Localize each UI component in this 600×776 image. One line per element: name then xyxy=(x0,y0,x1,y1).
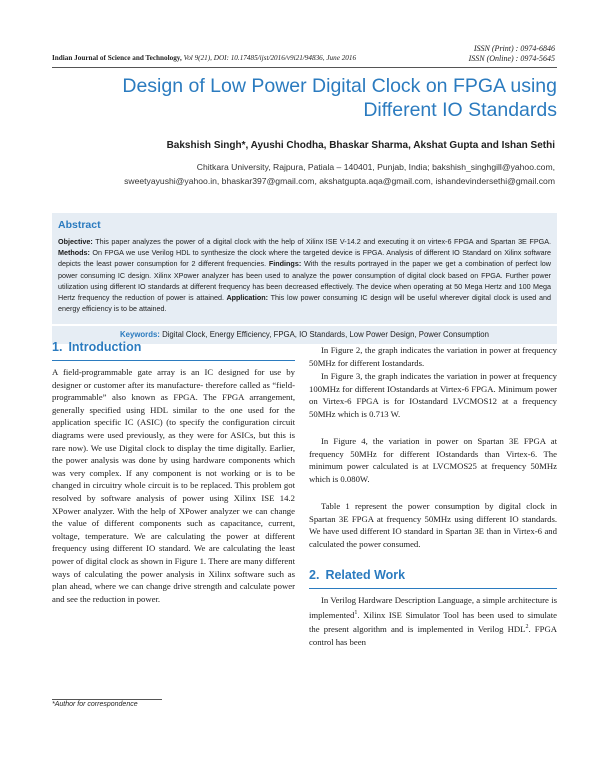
reference-2[interactable]: 2 xyxy=(525,624,529,631)
journal-name: Indian Journal of Science and Technology, xyxy=(52,54,182,62)
abstract-box xyxy=(52,213,557,324)
section-2-title: Related Work xyxy=(325,568,406,582)
keywords-text: Digital Clock, Energy Efficiency, FPGA, IO Standards, Low Power Design, Power Consumption xyxy=(159,330,489,339)
reference-1[interactable]: 1 xyxy=(354,609,358,616)
section-2-rule xyxy=(309,588,557,589)
keywords-label: Keywords: xyxy=(120,330,160,339)
title-line-1: Design of Low Power Digital Clock on FPGA using xyxy=(122,75,557,97)
footnote-rule xyxy=(52,699,162,700)
findings-text: With the results portrayed in the paper we get a combination of perfect low power consuming IC design. Xilinx XPower analyzer has been used to analyze the power consumption of digital clock based on FPGA. Further power utilization using different IO standards at different frequency has been decreased effectively. The device when operating at 50 Mega Hertz and 100 Mega Hertz frequency the reduction of power is attained. xyxy=(58,259,551,303)
header-rule xyxy=(52,67,557,68)
findings-label: Findings: xyxy=(266,259,302,269)
journal-meta: Vol 9(21), DOI: 10.17485/ijst/2016/v9i21/94836, June 2016 xyxy=(181,54,357,62)
objective-label: Objective: xyxy=(58,237,93,246)
section-2-number: 2. xyxy=(309,568,320,582)
title-line-2: Different IO Standards xyxy=(363,99,557,121)
right-paragraph-3: In Figure 4, the variation in power on Spartan 3E FPGA at frequency 50MHz for different IOstandards than Virtex-6. The minimum power calculated is at LVCMOS25 at frequency 50MHz which is 0.080W. xyxy=(309,436,557,484)
section-1-rule xyxy=(52,360,295,361)
paper-title xyxy=(52,74,557,122)
related-text-c: . FPGA control has been xyxy=(309,623,557,647)
objective-text: This paper analyzes the power of a digital clock with the help of Xilinx ISE V-14.2 and executing it on virtex-6 FPGA and Spartan 3E FPGA. xyxy=(92,237,551,246)
affiliation-line-2: sweetyayushi@yahoo.in, bhaskar397@gmail.com, akshatgupta.aqa@gmail.com, ishandevindersethi@gmail.com xyxy=(124,176,555,186)
related-text-b: . Xilinx ISE Simulator Tool has been used to simulate the present algorithm and is implemented in Verilog HDL xyxy=(309,609,557,634)
section-1-title: Introduction xyxy=(68,340,142,354)
section-2-heading xyxy=(309,568,405,582)
introduction-paragraph: A field-programmable gate array is an IC designed for use by designer or customer after its manufacture- therefore called as “field-programmable” also known as FPGA. The FPGA arrangement, generally specified using HDL similar to the one used for the application specific IC (ASIC) (to specify the configuration circuit diagrams were used previously, as they were for ASICs, but this is rare now). We use Digital clock to display the time digitally. Earlier, the power analysis was done by using hardware components which was very complex. If any component is not working or is to be changed in circuitry whole circuit is to be replaced. This problem got resolved by software analysis of power using Xilinx ISE 14.2 XPower analyzer. With the help of XPower analyzer we can change the value of different components such as capacitance, current, voltage, temperature. We are calculating the power at different frequency using different IO standard. We are calculating the least power of digital clock as shown in Figure 1. There are many different ways of calculating the power analysis in Xilinx software such as plan ahead, where we can change drive strength and calculate power and see the reduction in power. xyxy=(52,367,295,604)
related-work-paragraph xyxy=(309,594,557,648)
section-1-heading xyxy=(52,340,141,354)
affiliation-line-1: Chitkara University, Rajpura, Patiala – 140401, Punjab, India; bakshish_singhgill@yahoo.com, xyxy=(196,162,555,172)
related-text-a: In Verilog Hardware Description Language, a simple architecture is implemented xyxy=(309,595,557,620)
affiliation xyxy=(55,160,555,188)
journal-citation xyxy=(52,54,356,62)
author-list: Bakshish Singh*, Ayushi Chodha, Bhaskar Sharma, Akshat Gupta and Ishan Sethi xyxy=(166,140,555,151)
correspondence-footnote: *Author for correspondence xyxy=(52,701,138,708)
issn-print: ISSN (Print) : 0974-6846 xyxy=(473,44,555,53)
right-paragraph-4: Table 1 represent the power consumption by digital clock in Spartan 3E FPGA at frequency 50MHz using different IO standards. We have used different IO standard in Spartan 3E than in Virtex-6 and calculated the power consumed. xyxy=(309,501,557,549)
application-text: This low power consuming IC design will be useful wherever digital clock is used and energy efficiency is to be attained. xyxy=(58,293,551,314)
methods-label: Methods: xyxy=(58,248,90,258)
application-label: Application: xyxy=(223,293,268,303)
issn-online: ISSN (Online) : 0974-5645 xyxy=(468,54,555,63)
right-paragraph-1: In Figure 2, the graph indicates the variation in power at frequency 50MHz for different Iostandards. xyxy=(309,345,557,368)
issn-block xyxy=(469,44,555,64)
abstract-heading: Abstract xyxy=(58,219,101,231)
methods-text: On FPGA we use Verilog HDL to synthesize the clock where the targeted device is FPGA. Analysis of different IO Standard on Xilinx software depicts the least power consumption for 2 different frequencies. xyxy=(58,248,551,269)
right-paragraph-2: In Figure 3, the graph indicates the variation in power at frequency 100MHz for different IOstandards at Virtex-6 FPGA. Minimum power on Virtex-6 FPGA is for IOstandard LVCMOS12 at a frequency 50MHz which is 0.713 W. xyxy=(309,371,557,419)
abstract-text xyxy=(58,236,551,314)
section-1-number: 1. xyxy=(52,340,63,354)
